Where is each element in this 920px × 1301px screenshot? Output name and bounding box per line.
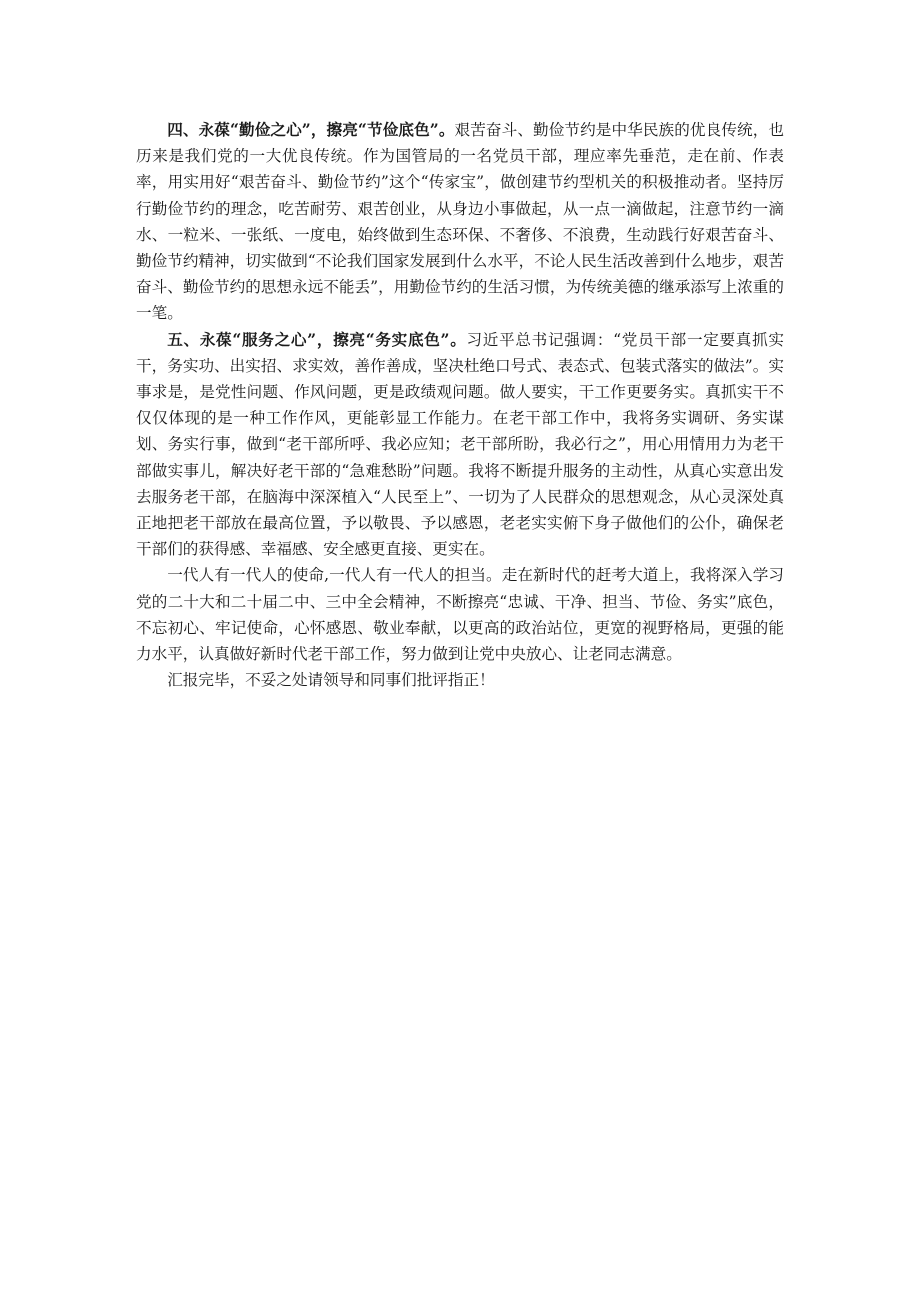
paragraph-body: 习近平总书记强调：“党员干部一定要真抓实干，务实功、出实招、求实效，善作善成，坚决杜绝口号式、表态式、包装式落实的做法”。实事求是，是党性问题、作风问题，更是政绩观问题。做人要实，干工作更要务实。真抓实干不仅仅体现的是一种工作作风，更能彰显工作能力。在老干部工作中，我将务实调研、务实谋划、务实行事，做到“老干部所呼、我必应知；老干部所盼，我必行之”，用心用情用力为老干部做实事儿，解决好老干部的“急难愁盼”问题。我将不断提升服务的主动性，从真心实意出发去服务老干部，在脑海中深深植入“人民至上”、一切为了人民群众的思想观念，从心灵深处真正地把老干部放在最高位置，予以敬畏、予以感恩，老老实实俯下身子做他们的公仆，确保老干部们的获得感、幸福感、安全感更直接、更实在。 bbox=[136, 330, 784, 559]
paragraph-body: 一代人有一代人的使命,一代人有一代人的担当。走在新时代的赶考大道上，我将深入学习党的二十大和二十届二中、三中全会精神，不断擦亮“忠诚、干净、担当、节俭、务实”底色，不忘初心、牢记使命，心怀感恩、敬业奉献，以更高的政治站位，更宽的视野格局，更强的能力水平，认真做好新时代老干部工作，努力做到让党中央放心、让老同志满意。 bbox=[136, 566, 784, 664]
document-page bbox=[136, 117, 784, 693]
paragraph-body: 汇报完毕，不妥之处请领导和同事们批评指正！ bbox=[167, 671, 495, 690]
paragraph-service bbox=[136, 327, 784, 563]
section-heading-five: 五、永葆“服务之心”，擦亮“务实底色”。 bbox=[167, 329, 467, 349]
paragraph-diligence bbox=[136, 117, 784, 327]
paragraph-conclusion bbox=[136, 562, 784, 667]
paragraph-body: 艰苦奋斗、勤俭节约是中华民族的优良传统，也历来是我们党的一大优良传统。作为国管局的一名党员干部，理应率先垂范，走在前、作表率，用实用好“艰苦奋斗、勤俭节约”这个“传家宝”，做创建节约型机关的积极推动者。坚持厉行勤俭节约的理念，吃苦耐劳、艰苦创业，从身边小事做起，从一点一滴做起，注意节约一滴水、一粒米、一张纸、一度电，始终做到生态环保、不奢侈、不浪费，生动践行好艰苦奋斗、勤俭节约精神，切实做到“不论我们国家发展到什么水平，不论人民生活改善到什么地步，艰苦奋斗、勤俭节约的思想永远不能丢”，用勤俭节约的生活习惯，为传统美德的继承添写上浓重的一笔。 bbox=[136, 121, 784, 323]
paragraph-closing bbox=[136, 667, 784, 693]
section-heading-four: 四、永葆“勤俭之心”，擦亮“节俭底色”。 bbox=[167, 120, 455, 139]
